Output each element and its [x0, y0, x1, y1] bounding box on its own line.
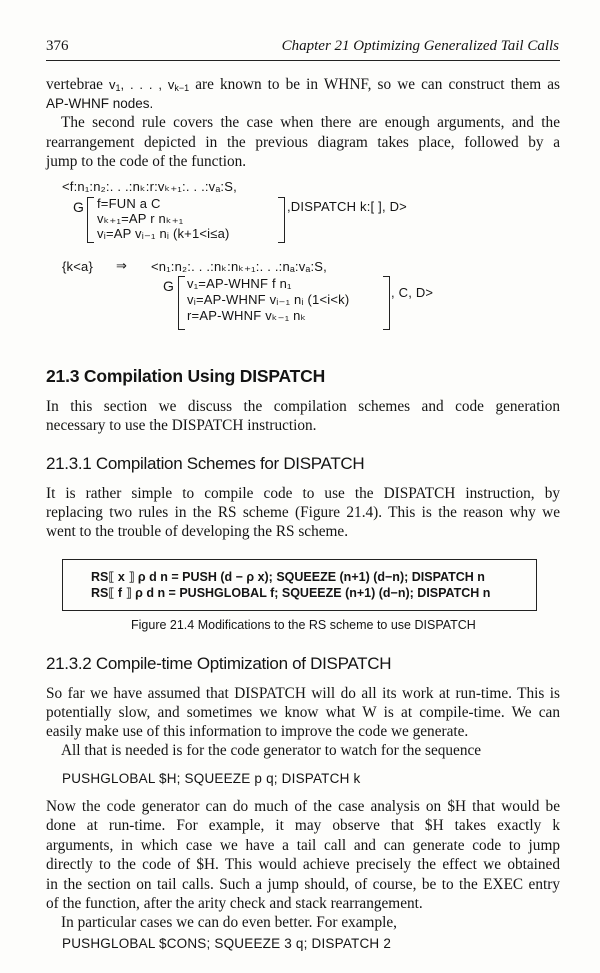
intro-line-5: jump to the code of the function. — [46, 153, 247, 170]
diagram-2-graph-label: G — [163, 278, 175, 294]
diagram-1-right-bracket — [278, 197, 285, 243]
diagram-1-entry: f=FUN a C — [97, 196, 161, 211]
section-21-3-2-line-11: In particular cases we can do even better. For example, — [61, 914, 397, 931]
diagram-2-stack: <n₁:n₂:. . .:nₖ:nₖ₊₁:. . .:nₐ:vₐ:S, — [151, 259, 327, 274]
section-21-3-2-line-1: So far we have assumed that DISPATCH will do all its work at run-time. This is — [46, 685, 560, 702]
diagram-1-graph-label: G — [73, 199, 85, 215]
diagram-2-left-bracket — [178, 276, 185, 330]
section-21-3-2-line-8: directly to the code of $H. This would achieve precisely the effect we obtained — [46, 856, 560, 873]
diagram-2-entry: vᵢ=AP-WHNF vᵢ₋₁ nᵢ (1<i<k) — [187, 292, 350, 307]
diagram-1-entry: vₖ₊₁=AP r nₖ₊₁ — [97, 211, 184, 226]
section-21-3-2-line-4: All that is needed is for the code generator to watch for the sequence — [61, 742, 482, 759]
intro-line-1: vertebrae $v_1$, . . . , $v_{k-1}$ are known to be in WHNF, so we can construct them as — [46, 76, 560, 93]
section-21-3-2-line-7: arguments, in which case we have a tail call and can generate code to jump — [46, 837, 560, 854]
section-21-3-2-line-6: done at run-time. For example, it may observe that $H takes exactly k — [46, 817, 560, 834]
section-21-3-1-line-1: It is rather simple to compile code to use the DISPATCH instruction, by — [46, 485, 560, 502]
diagram-1-tail: ,DISPATCH k:[ ], D> — [287, 199, 407, 214]
running-title: Chapter 21 Optimizing Generalized Tail Calls — [281, 38, 559, 54]
section-21-3-2-line-10: of the function, after the arity check and stack rearrangement. — [46, 895, 423, 912]
section-21-3-2-line-3: easily make use of this information to improve the code we generate. — [46, 723, 469, 740]
section-heading-21-3-1: 21.3.1 Compilation Schemes for DISPATCH — [46, 454, 365, 473]
diagram-2-condition: {k<a} — [62, 259, 94, 274]
diagram-2-entry: r=AP-WHNF vₖ₋₁ nₖ — [187, 308, 307, 323]
section-heading-21-3: 21.3 Compilation Using DISPATCH — [46, 366, 326, 386]
section-21-3-1-line-3: went to the trouble of developing the RS scheme. — [46, 523, 349, 540]
diagram-1-left-bracket — [87, 197, 94, 243]
page-number: 376 — [46, 38, 69, 54]
code-sequence-1: PUSHGLOBAL $H; SQUEEZE p q; DISPATCH k — [62, 771, 361, 786]
figure-21-4-caption: Figure 21.4 Modifications to the RS scheme to use DISPATCH — [131, 618, 476, 632]
section-21-3-2-line-5: Now the code generator can do much of the case analysis on $H that would be — [46, 798, 560, 815]
diagram-1-entry: vᵢ=AP vᵢ₋₁ nᵢ (k+1<i≤a) — [97, 226, 230, 241]
intro-line-3: The second rule covers the case when there are enough arguments, and the — [61, 114, 560, 131]
section-21-3-2-line-2: potentially slow, and sometimes we know what W is at compile-time. We can — [46, 704, 560, 721]
section-21-3-line-2: necessary to use the DISPATCH instruction. — [46, 417, 317, 434]
section-21-3-2-line-9: in the section on tail calls. Such a jump should, of course, be to the EXEC entry — [46, 876, 560, 893]
intro-line-4: rearrangement depicted in the previous diagram takes place, followed by a — [46, 134, 560, 151]
header-rule — [46, 60, 560, 61]
intro-line-2: AP-WHNF nodes. — [46, 96, 154, 111]
section-21-3-line-1: In this section we discuss the compilation schemes and code generation — [46, 398, 560, 415]
diagram-2-arrow: ⇒ — [116, 258, 128, 273]
figure-21-4-rule: RS⟦ f ⟧ ρ d n = PUSHGLOBAL f; SQUEEZE (n+1) (d−n); DISPATCH n — [91, 586, 491, 600]
section-heading-21-3-2: 21.3.2 Compile-time Optimization of DISPATCH — [46, 654, 392, 673]
figure-21-4-rule: RS⟦ x ⟧ ρ d n = PUSH (d − ρ x); SQUEEZE (n+1) (d−n); DISPATCH n — [91, 570, 485, 584]
section-21-3-1-line-2: replacing two rules in the RS scheme (Figure 21.4). This is the reason why we — [46, 504, 560, 521]
diagram-1-stack: <f:n₁:n₂:. . .:nₖ:r:vₖ₊₁:. . .:vₐ:S, — [62, 179, 237, 194]
diagram-2-right-bracket — [383, 276, 390, 330]
code-sequence-2: PUSHGLOBAL $CONS; SQUEEZE 3 q; DISPATCH 2 — [62, 936, 392, 951]
diagram-2-entry: v₁=AP-WHNF f n₁ — [187, 276, 292, 291]
diagram-2-tail: , C, D> — [391, 285, 434, 300]
